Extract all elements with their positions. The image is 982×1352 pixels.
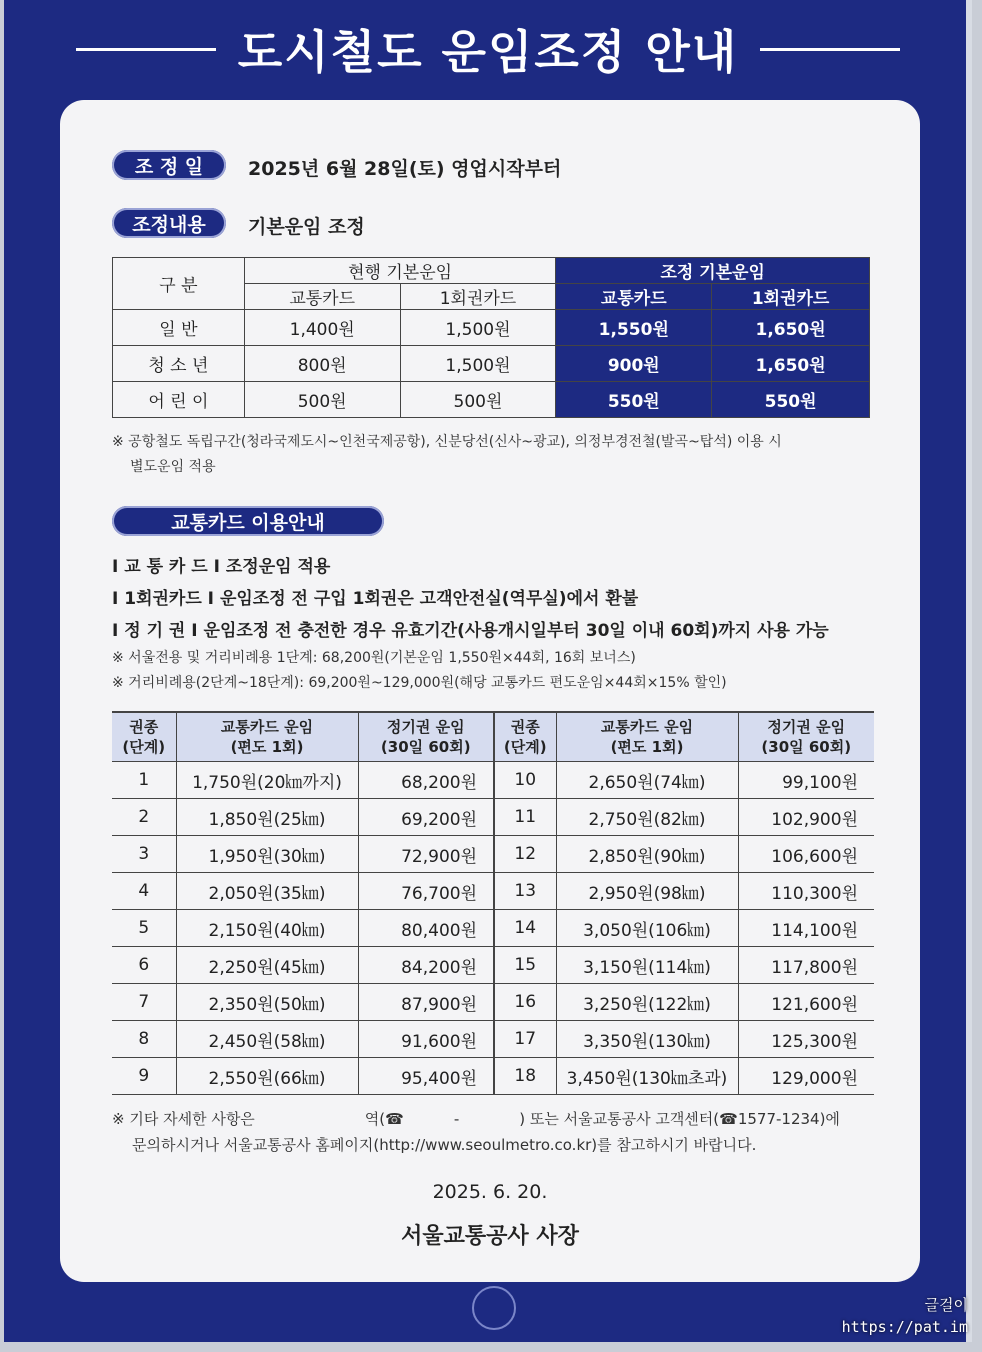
card-fare-cell: 3,150원(114㎞) [556, 947, 738, 984]
table-row [112, 873, 874, 910]
sub-header: 교통카드 [244, 284, 400, 310]
tier-cell: 14 [494, 910, 556, 947]
pass-fare-cell: 69,200원 [358, 799, 494, 836]
card-fare-cell: 2,450원(58㎞) [176, 1021, 358, 1058]
tier-cell: 1 [112, 762, 176, 799]
table-row [112, 984, 874, 1021]
pass-notes [112, 646, 892, 696]
notice-panel [60, 100, 920, 1282]
rule-label: I 교 통 카 드 I [112, 557, 220, 577]
adjustment-date-label: 조 정 일 [112, 150, 226, 180]
card-fare-cell: 3,050원(106㎞) [556, 910, 738, 947]
adjustment-content-value: 기본운임 조정 [248, 216, 365, 238]
table-row [113, 382, 870, 418]
card-fare-cell: 2,950원(98㎞) [556, 873, 738, 910]
tier-cell: 2 [112, 799, 176, 836]
pass-note2: ※ 거리비례용(2단계~18단계): 69,200원~129,000원(해당 교통카드 편도운임×44회×15% 할인) [112, 675, 727, 691]
tier-cell: 13 [494, 873, 556, 910]
tier-cell: 3 [112, 836, 176, 873]
current-fare-header: 현행 기본운임 [244, 258, 556, 284]
fare-cell: 1,400원 [244, 310, 400, 346]
card-fare-cell: 2,050원(35㎞) [176, 873, 358, 910]
fare-cell: 1,500원 [400, 310, 556, 346]
pass-fare-cell: 76,700원 [358, 873, 494, 910]
base-fare-table [112, 257, 870, 418]
tier-cell: 11 [494, 799, 556, 836]
row-category: 어 린 이 [113, 382, 245, 418]
pass-fare-cell: 68,200원 [358, 762, 494, 799]
table-row [112, 947, 874, 984]
notice-signer: 서울교통공사 사장 [401, 1224, 579, 1249]
row-category: 일 반 [113, 310, 245, 346]
adjustment-date-value: 2025년 6월 28일(토) 영업시작부터 [248, 158, 562, 180]
rule-label: I 1회권카드 I [112, 589, 215, 609]
fare-cell: 550원 [556, 382, 712, 418]
card-fare-col-header: 교통카드 운임 (편도 1회) [556, 712, 738, 762]
sub-header: 1회권카드 [400, 284, 556, 310]
card-fare-col-header: 교통카드 운임 (편도 1회) [176, 712, 358, 762]
pass-fare-cell: 114,100원 [738, 910, 874, 947]
fare-cell: 500원 [244, 382, 400, 418]
title-row [4, 14, 972, 84]
table-row [112, 836, 874, 873]
fare-cell: 800원 [244, 346, 400, 382]
notice-frame [4, 0, 972, 1342]
card-fare-cell: 2,550원(66㎞) [176, 1058, 358, 1095]
row-category: 청 소 년 [113, 346, 245, 382]
card-fare-cell: 2,150원(40㎞) [176, 910, 358, 947]
pass-fare-cell: 80,400원 [358, 910, 494, 947]
title-divider-right [760, 48, 900, 51]
table-row [112, 762, 874, 799]
notice-date: 2025. 6. 20. [432, 1181, 548, 1203]
pass-fare-cell: 129,000원 [738, 1058, 874, 1095]
card-fare-cell: 2,350원(50㎞) [176, 984, 358, 1021]
frame-screw [472, 1286, 516, 1330]
card-fare-cell: 2,850원(90㎞) [556, 836, 738, 873]
table-row [112, 910, 874, 947]
pass-fare-cell: 102,900원 [738, 799, 874, 836]
card-fare-cell: 3,350원(130㎞) [556, 1021, 738, 1058]
table-row [112, 1058, 874, 1095]
tier-cell: 8 [112, 1021, 176, 1058]
card-fare-cell: 1,750원(20㎞까지) [176, 762, 358, 799]
card-fare-cell: 3,450원(130㎞초과) [556, 1058, 738, 1095]
adjusted-fare-header: 조정 기본운임 [556, 258, 870, 284]
contact-note [112, 1106, 912, 1158]
fare-note [112, 430, 872, 480]
rule-text: 운임조정 전 충전한 경우 유효기간(사용개시일부터 30일 이내 60회)까지 사용 가능 [203, 621, 829, 641]
pass-fare-cell: 106,600원 [738, 836, 874, 873]
card-fare-cell: 2,650원(74㎞) [556, 762, 738, 799]
fare-note-line2: 별도운임 적용 [130, 459, 216, 475]
card-fare-cell: 1,950원(30㎞) [176, 836, 358, 873]
tier-cell: 7 [112, 984, 176, 1021]
card-fare-cell: 2,750원(82㎞) [556, 799, 738, 836]
pass-fare-cell: 91,600원 [358, 1021, 494, 1058]
tier-cell: 12 [494, 836, 556, 873]
tier-cell: 18 [494, 1058, 556, 1095]
table-row [113, 310, 870, 346]
fare-cell: 1,500원 [400, 346, 556, 382]
fare-cell: 1,650원 [712, 310, 870, 346]
category-header: 구 분 [113, 258, 245, 310]
sub-header: 교통카드 [556, 284, 712, 310]
pass-fare-cell: 95,400원 [358, 1058, 494, 1095]
rule-text: 운임조정 전 구입 1회권은 고객안전실(역무실)에서 환불 [219, 589, 639, 609]
tier-fare-table [112, 711, 874, 1095]
contact-note-line1: ※ 기타 자세한 사항은 역(☎ - ) 또는 서울교통공사 고객센터(☎1577-1234)에 [112, 1110, 840, 1128]
adjustment-content-label: 조정내용 [112, 208, 226, 238]
tier-col-header: 권종 (단계) [494, 712, 556, 762]
fare-note-line1: ※ 공항철도 독립구간(청라국제도시~인천국제공항), 신분당선(신사~광교), 의정부경전철(발곡~탑석) 이용 시 [112, 434, 782, 450]
pass-fare-cell: 117,800원 [738, 947, 874, 984]
pass-fare-cell: 99,100원 [738, 762, 874, 799]
contact-note-line2: 문의하시거나 서울교통공사 홈페이지(http://www.seoulmetro.co.kr)를 참고하시기 바랍니다. [132, 1136, 757, 1154]
rule-label: I 정 기 권 I [112, 621, 198, 641]
pass-fare-col-header: 정기권 운임 (30일 60회) [358, 712, 494, 762]
tier-cell: 15 [494, 947, 556, 984]
rule-text: 조정운임 적용 [225, 557, 331, 577]
card-fare-cell: 2,250원(45㎞) [176, 947, 358, 984]
table-row [113, 346, 870, 382]
pass-fare-col-header: 정기권 운임 (30일 60회) [738, 712, 874, 762]
pass-fare-cell: 125,300원 [738, 1021, 874, 1058]
card-fare-cell: 3,250원(122㎞) [556, 984, 738, 1021]
pass-fare-cell: 87,900원 [358, 984, 494, 1021]
tier-cell: 4 [112, 873, 176, 910]
fare-cell: 900원 [556, 346, 712, 382]
pass-fare-cell: 84,200원 [358, 947, 494, 984]
rule-single-card [112, 584, 638, 609]
tier-cell: 10 [494, 762, 556, 799]
table-row [112, 1021, 874, 1058]
watermark: 글걸이 https://pat.im [841, 1296, 968, 1336]
pass-fare-cell: 121,600원 [738, 984, 874, 1021]
sub-header: 1회권카드 [712, 284, 870, 310]
pass-fare-cell: 110,300원 [738, 873, 874, 910]
fare-cell: 1,550원 [556, 310, 712, 346]
tier-cell: 6 [112, 947, 176, 984]
pass-note1: ※ 서울전용 및 거리비례용 1단계: 68,200원(기본운임 1,550원×44회, 16회 보너스) [112, 650, 636, 666]
page-title: 도시철도 운임조정 안내 [237, 25, 739, 79]
tier-col-header: 권종 (단계) [112, 712, 176, 762]
rule-transit-card [112, 552, 330, 577]
tier-header-row [112, 712, 874, 762]
table-row [112, 799, 874, 836]
tier-cell: 5 [112, 910, 176, 947]
tier-cell: 9 [112, 1058, 176, 1095]
fare-cell: 500원 [400, 382, 556, 418]
rule-commuter-pass [112, 616, 829, 641]
fare-cell: 550원 [712, 382, 870, 418]
title-divider-left [76, 48, 216, 51]
pass-fare-cell: 72,900원 [358, 836, 494, 873]
card-fare-cell: 1,850원(25㎞) [176, 799, 358, 836]
fare-cell: 1,650원 [712, 346, 870, 382]
tier-cell: 17 [494, 1021, 556, 1058]
card-guide-label: 교통카드 이용안내 [112, 506, 384, 536]
tier-cell: 16 [494, 984, 556, 1021]
